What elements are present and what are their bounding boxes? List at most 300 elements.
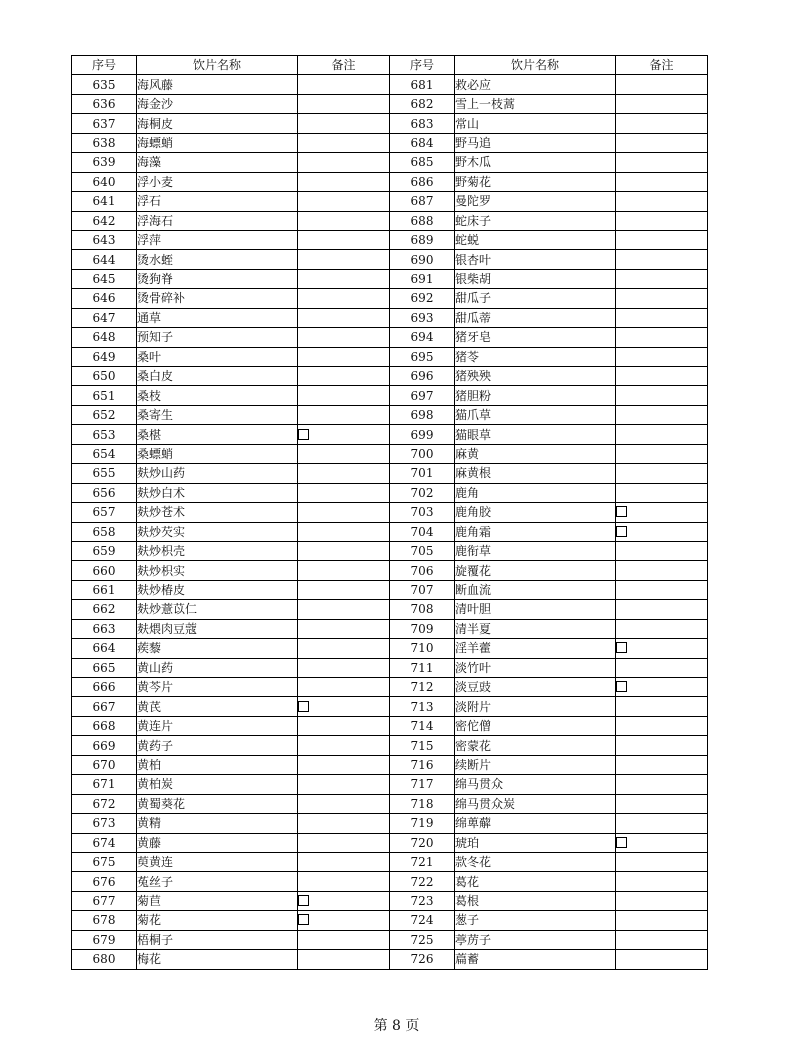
cell-name-right: 银柴胡 (455, 269, 616, 288)
cell-name-right: 蛇床子 (455, 211, 616, 230)
cell-note-left (298, 444, 390, 463)
table-row (72, 75, 708, 94)
table-row (72, 852, 708, 871)
cell-name-left: 浮石 (137, 192, 298, 211)
cell-no-right: 717 (390, 775, 455, 794)
table-row (72, 94, 708, 113)
cell-no-right: 708 (390, 600, 455, 619)
table-row (72, 483, 708, 502)
cell-no-left: 664 (72, 639, 137, 658)
cell-no-right: 723 (390, 891, 455, 910)
table-row (72, 444, 708, 463)
cell-note-right (616, 444, 708, 463)
table-row (72, 736, 708, 755)
table-row (72, 678, 708, 697)
cell-note-right (616, 775, 708, 794)
cell-note-left (298, 736, 390, 755)
cell-note-left (298, 483, 390, 502)
cell-name-left: 菟丝子 (137, 872, 298, 891)
table-row (72, 289, 708, 308)
cell-no-left: 663 (72, 619, 137, 638)
cell-note-right (616, 269, 708, 288)
cell-no-right: 716 (390, 755, 455, 774)
cell-no-right: 698 (390, 405, 455, 424)
cell-name-left: 海藻 (137, 153, 298, 172)
cell-note-right (616, 386, 708, 405)
cell-name-left: 桑椹 (137, 425, 298, 444)
cell-name-left: 浮小麦 (137, 172, 298, 191)
cell-name-left: 黄柏 (137, 755, 298, 774)
cell-no-left: 665 (72, 658, 137, 677)
cell-name-left: 麸炒芡实 (137, 522, 298, 541)
table-row (72, 367, 708, 386)
cell-note-left (298, 503, 390, 522)
cell-no-right: 713 (390, 697, 455, 716)
cell-name-left: 烫狗脊 (137, 269, 298, 288)
cell-name-left: 萸黄连 (137, 852, 298, 871)
cell-note-right (616, 464, 708, 483)
cell-no-left: 680 (72, 950, 137, 969)
cell-name-left: 桑螵蛸 (137, 444, 298, 463)
table-row (72, 269, 708, 288)
table-row (72, 911, 708, 930)
cell-name-right: 续断片 (455, 755, 616, 774)
cell-note-right (616, 250, 708, 269)
cell-note-right (616, 425, 708, 444)
cell-name-left: 桑枝 (137, 386, 298, 405)
cell-no-left: 672 (72, 794, 137, 813)
cell-name-left: 桑叶 (137, 347, 298, 366)
cell-no-right: 701 (390, 464, 455, 483)
cell-note-left (298, 891, 390, 910)
note-checkbox-mark (616, 681, 627, 692)
cell-no-right: 690 (390, 250, 455, 269)
table-row (72, 716, 708, 735)
cell-note-right (616, 405, 708, 424)
cell-note-right (616, 891, 708, 910)
table-row (72, 755, 708, 774)
table-row (72, 250, 708, 269)
cell-no-right: 715 (390, 736, 455, 755)
cell-note-left (298, 425, 390, 444)
cell-name-left: 黄蜀葵花 (137, 794, 298, 813)
cell-note-left (298, 464, 390, 483)
cell-note-left (298, 114, 390, 133)
cell-name-left: 梧桐子 (137, 930, 298, 949)
cell-name-right: 葶苈子 (455, 930, 616, 949)
cell-no-right: 719 (390, 814, 455, 833)
cell-no-left: 667 (72, 697, 137, 716)
cell-name-left: 麸炒苍术 (137, 503, 298, 522)
cell-name-right: 鹿角霜 (455, 522, 616, 541)
cell-no-right: 689 (390, 230, 455, 249)
cell-note-left (298, 658, 390, 677)
cell-note-right (616, 172, 708, 191)
cell-name-right: 猪殃殃 (455, 367, 616, 386)
cell-name-left: 菊苣 (137, 891, 298, 910)
cell-note-right (616, 600, 708, 619)
cell-note-left (298, 600, 390, 619)
cell-name-right: 淡豆豉 (455, 678, 616, 697)
cell-note-right (616, 75, 708, 94)
cell-name-left: 黄药子 (137, 736, 298, 755)
cell-name-right: 救必应 (455, 75, 616, 94)
cell-no-left: 636 (72, 94, 137, 113)
note-checkbox-mark (616, 837, 627, 848)
cell-no-left: 645 (72, 269, 137, 288)
table-row (72, 619, 708, 638)
cell-name-left: 预知子 (137, 328, 298, 347)
cell-no-right: 702 (390, 483, 455, 502)
cell-note-left (298, 94, 390, 113)
cell-no-left: 661 (72, 580, 137, 599)
cell-no-right: 706 (390, 561, 455, 580)
cell-note-right (616, 950, 708, 969)
cell-name-left: 麸炒薏苡仁 (137, 600, 298, 619)
cell-name-right: 曼陀罗 (455, 192, 616, 211)
cell-note-right (616, 833, 708, 852)
header-note-right: 备注 (616, 56, 708, 75)
header-no-left: 序号 (72, 56, 137, 75)
cell-no-left: 673 (72, 814, 137, 833)
cell-note-right (616, 289, 708, 308)
cell-note-left (298, 950, 390, 969)
cell-note-right (616, 541, 708, 560)
cell-name-right: 葱子 (455, 911, 616, 930)
note-checkbox-mark (298, 701, 309, 712)
cell-note-left (298, 153, 390, 172)
cell-name-right: 野菊花 (455, 172, 616, 191)
cell-no-right: 724 (390, 911, 455, 930)
cell-no-right: 709 (390, 619, 455, 638)
cell-no-left: 650 (72, 367, 137, 386)
cell-no-left: 671 (72, 775, 137, 794)
cell-no-right: 705 (390, 541, 455, 560)
table-row (72, 891, 708, 910)
table-row (72, 522, 708, 541)
cell-name-left: 海螵蛸 (137, 133, 298, 152)
cell-no-right: 726 (390, 950, 455, 969)
cell-name-right: 琥珀 (455, 833, 616, 852)
note-checkbox-mark (298, 895, 309, 906)
table-row (72, 658, 708, 677)
cell-note-right (616, 483, 708, 502)
cell-name-right: 密蒙花 (455, 736, 616, 755)
cell-no-left: 644 (72, 250, 137, 269)
cell-name-left: 菊花 (137, 911, 298, 930)
cell-note-left (298, 230, 390, 249)
cell-no-right: 684 (390, 133, 455, 152)
cell-note-left (298, 697, 390, 716)
cell-note-right (616, 580, 708, 599)
cell-name-right: 淡附片 (455, 697, 616, 716)
cell-no-left: 639 (72, 153, 137, 172)
cell-no-left: 677 (72, 891, 137, 910)
cell-no-left: 638 (72, 133, 137, 152)
cell-name-left: 海风藤 (137, 75, 298, 94)
cell-name-left: 黄山药 (137, 658, 298, 677)
cell-name-right: 清半夏 (455, 619, 616, 638)
cell-note-right (616, 522, 708, 541)
cell-no-left: 655 (72, 464, 137, 483)
cell-no-left: 643 (72, 230, 137, 249)
table-row (72, 561, 708, 580)
cell-note-right (616, 911, 708, 930)
cell-note-right (616, 872, 708, 891)
cell-name-left: 麸炒山药 (137, 464, 298, 483)
header-name-left: 饮片名称 (137, 56, 298, 75)
cell-no-right: 697 (390, 386, 455, 405)
cell-no-right: 721 (390, 852, 455, 871)
cell-name-right: 野木瓜 (455, 153, 616, 172)
cell-name-left: 黄连片 (137, 716, 298, 735)
cell-name-right: 鹿角胶 (455, 503, 616, 522)
cell-note-right (616, 697, 708, 716)
cell-note-left (298, 347, 390, 366)
cell-note-left (298, 930, 390, 949)
cell-note-left (298, 308, 390, 327)
cell-no-left: 674 (72, 833, 137, 852)
cell-no-left: 676 (72, 872, 137, 891)
table-row (72, 639, 708, 658)
cell-no-right: 707 (390, 580, 455, 599)
cell-no-left: 640 (72, 172, 137, 191)
cell-note-left (298, 289, 390, 308)
cell-name-right: 萹蓄 (455, 950, 616, 969)
cell-name-left: 麸炒椿皮 (137, 580, 298, 599)
cell-note-left (298, 211, 390, 230)
cell-name-left: 黄藤 (137, 833, 298, 852)
table-row (72, 405, 708, 424)
cell-no-left: 646 (72, 289, 137, 308)
cell-name-left: 海桐皮 (137, 114, 298, 133)
cell-name-left: 浮海石 (137, 211, 298, 230)
cell-note-left (298, 755, 390, 774)
cell-note-left (298, 678, 390, 697)
note-checkbox-mark (616, 526, 627, 537)
cell-note-right (616, 678, 708, 697)
cell-no-left: 658 (72, 522, 137, 541)
cell-note-right (616, 367, 708, 386)
cell-note-right (616, 736, 708, 755)
cell-name-left: 蒺藜 (137, 639, 298, 658)
page-number: 第 8 页 (373, 1018, 420, 1034)
cell-name-left: 麸煨肉豆蔻 (137, 619, 298, 638)
cell-no-right: 688 (390, 211, 455, 230)
cell-no-left: 678 (72, 911, 137, 930)
table-row (72, 347, 708, 366)
cell-note-right (616, 192, 708, 211)
cell-note-right (616, 94, 708, 113)
cell-no-left: 647 (72, 308, 137, 327)
cell-no-right: 683 (390, 114, 455, 133)
cell-name-right: 断血流 (455, 580, 616, 599)
cell-no-right: 699 (390, 425, 455, 444)
cell-name-right: 麻黄根 (455, 464, 616, 483)
cell-name-left: 通草 (137, 308, 298, 327)
cell-name-left: 海金沙 (137, 94, 298, 113)
header-name-right: 饮片名称 (455, 56, 616, 75)
cell-note-right (616, 658, 708, 677)
cell-note-left (298, 814, 390, 833)
cell-note-right (616, 153, 708, 172)
cell-note-right (616, 328, 708, 347)
table-body (72, 75, 708, 969)
cell-name-left: 浮萍 (137, 230, 298, 249)
cell-no-left: 652 (72, 405, 137, 424)
header-no-right: 序号 (390, 56, 455, 75)
table-row (72, 872, 708, 891)
cell-no-right: 691 (390, 269, 455, 288)
cell-no-right: 693 (390, 308, 455, 327)
table-row (72, 814, 708, 833)
cell-note-left (298, 833, 390, 852)
cell-name-left: 黄柏炭 (137, 775, 298, 794)
cell-name-right: 猪苓 (455, 347, 616, 366)
cell-note-right (616, 347, 708, 366)
cell-note-left (298, 405, 390, 424)
note-checkbox-mark (616, 642, 627, 653)
cell-no-right: 694 (390, 328, 455, 347)
cell-name-left: 黄芩片 (137, 678, 298, 697)
table-row (72, 541, 708, 560)
cell-name-left: 梅花 (137, 950, 298, 969)
table-row (72, 386, 708, 405)
cell-no-right: 704 (390, 522, 455, 541)
cell-no-right: 696 (390, 367, 455, 386)
cell-no-right: 681 (390, 75, 455, 94)
cell-no-right: 682 (390, 94, 455, 113)
cell-note-left (298, 541, 390, 560)
table-row (72, 192, 708, 211)
cell-note-right (616, 211, 708, 230)
cell-note-right (616, 852, 708, 871)
cell-note-right (616, 308, 708, 327)
cell-no-right: 722 (390, 872, 455, 891)
cell-name-left: 烫骨碎补 (137, 289, 298, 308)
cell-no-right: 720 (390, 833, 455, 852)
cell-no-left: 653 (72, 425, 137, 444)
cell-name-right: 鹿衔草 (455, 541, 616, 560)
cell-name-right: 甜瓜子 (455, 289, 616, 308)
cell-name-right: 旋覆花 (455, 561, 616, 580)
table-row (72, 328, 708, 347)
note-checkbox-mark (616, 506, 627, 517)
cell-name-right: 淫羊藿 (455, 639, 616, 658)
cell-no-left: 654 (72, 444, 137, 463)
cell-name-right: 清叶胆 (455, 600, 616, 619)
cell-note-left (298, 192, 390, 211)
cell-name-right: 密佗僧 (455, 716, 616, 735)
cell-note-left (298, 775, 390, 794)
table-row (72, 775, 708, 794)
cell-note-right (616, 619, 708, 638)
cell-no-left: 635 (72, 75, 137, 94)
cell-name-left: 烫水蛭 (137, 250, 298, 269)
cell-name-right: 猫眼草 (455, 425, 616, 444)
cell-note-left (298, 872, 390, 891)
cell-name-left: 麸炒白术 (137, 483, 298, 502)
cell-note-left (298, 794, 390, 813)
cell-name-right: 野马追 (455, 133, 616, 152)
cell-no-right: 692 (390, 289, 455, 308)
cell-no-left: 660 (72, 561, 137, 580)
cell-note-left (298, 250, 390, 269)
cell-no-right: 703 (390, 503, 455, 522)
cell-no-left: 668 (72, 716, 137, 735)
table-row (72, 172, 708, 191)
cell-name-left: 麸炒枳壳 (137, 541, 298, 560)
cell-no-left: 659 (72, 541, 137, 560)
cell-note-left (298, 172, 390, 191)
cell-name-right: 麻黄 (455, 444, 616, 463)
cell-note-left (298, 639, 390, 658)
table-row (72, 133, 708, 152)
cell-note-right (616, 794, 708, 813)
cell-note-right (616, 114, 708, 133)
cell-name-right: 绵马贯众 (455, 775, 616, 794)
cell-no-right: 695 (390, 347, 455, 366)
table-row (72, 153, 708, 172)
cell-no-right: 687 (390, 192, 455, 211)
cell-note-right (616, 755, 708, 774)
cell-note-left (298, 75, 390, 94)
herb-list-table (71, 55, 708, 970)
table-row (72, 211, 708, 230)
cell-name-right: 鹿角 (455, 483, 616, 502)
cell-note-right (616, 230, 708, 249)
cell-name-right: 葛根 (455, 891, 616, 910)
cell-no-right: 718 (390, 794, 455, 813)
cell-name-right: 绵萆薢 (455, 814, 616, 833)
cell-no-left: 651 (72, 386, 137, 405)
header-note-left: 备注 (298, 56, 390, 75)
table-row (72, 425, 708, 444)
cell-no-right: 710 (390, 639, 455, 658)
cell-note-left (298, 133, 390, 152)
cell-no-right: 714 (390, 716, 455, 735)
cell-note-left (298, 580, 390, 599)
cell-name-right: 甜瓜蒂 (455, 308, 616, 327)
cell-no-right: 725 (390, 930, 455, 949)
cell-no-left: 669 (72, 736, 137, 755)
cell-no-right: 700 (390, 444, 455, 463)
cell-name-right: 款冬花 (455, 852, 616, 871)
note-checkbox-mark (298, 429, 309, 440)
cell-note-right (616, 716, 708, 735)
cell-no-left: 656 (72, 483, 137, 502)
cell-no-right: 685 (390, 153, 455, 172)
cell-name-right: 绵马贯众炭 (455, 794, 616, 813)
table-row (72, 503, 708, 522)
table-row (72, 794, 708, 813)
cell-name-right: 猫爪草 (455, 405, 616, 424)
cell-name-right: 常山 (455, 114, 616, 133)
table-row (72, 697, 708, 716)
cell-no-left: 637 (72, 114, 137, 133)
cell-no-left: 670 (72, 755, 137, 774)
cell-no-left: 657 (72, 503, 137, 522)
table-row (72, 950, 708, 969)
cell-name-right: 猪牙皂 (455, 328, 616, 347)
cell-note-left (298, 522, 390, 541)
cell-note-right (616, 561, 708, 580)
table-row (72, 308, 708, 327)
table-header-row (72, 56, 708, 75)
cell-no-left: 666 (72, 678, 137, 697)
cell-name-left: 黄芪 (137, 697, 298, 716)
table-row (72, 114, 708, 133)
